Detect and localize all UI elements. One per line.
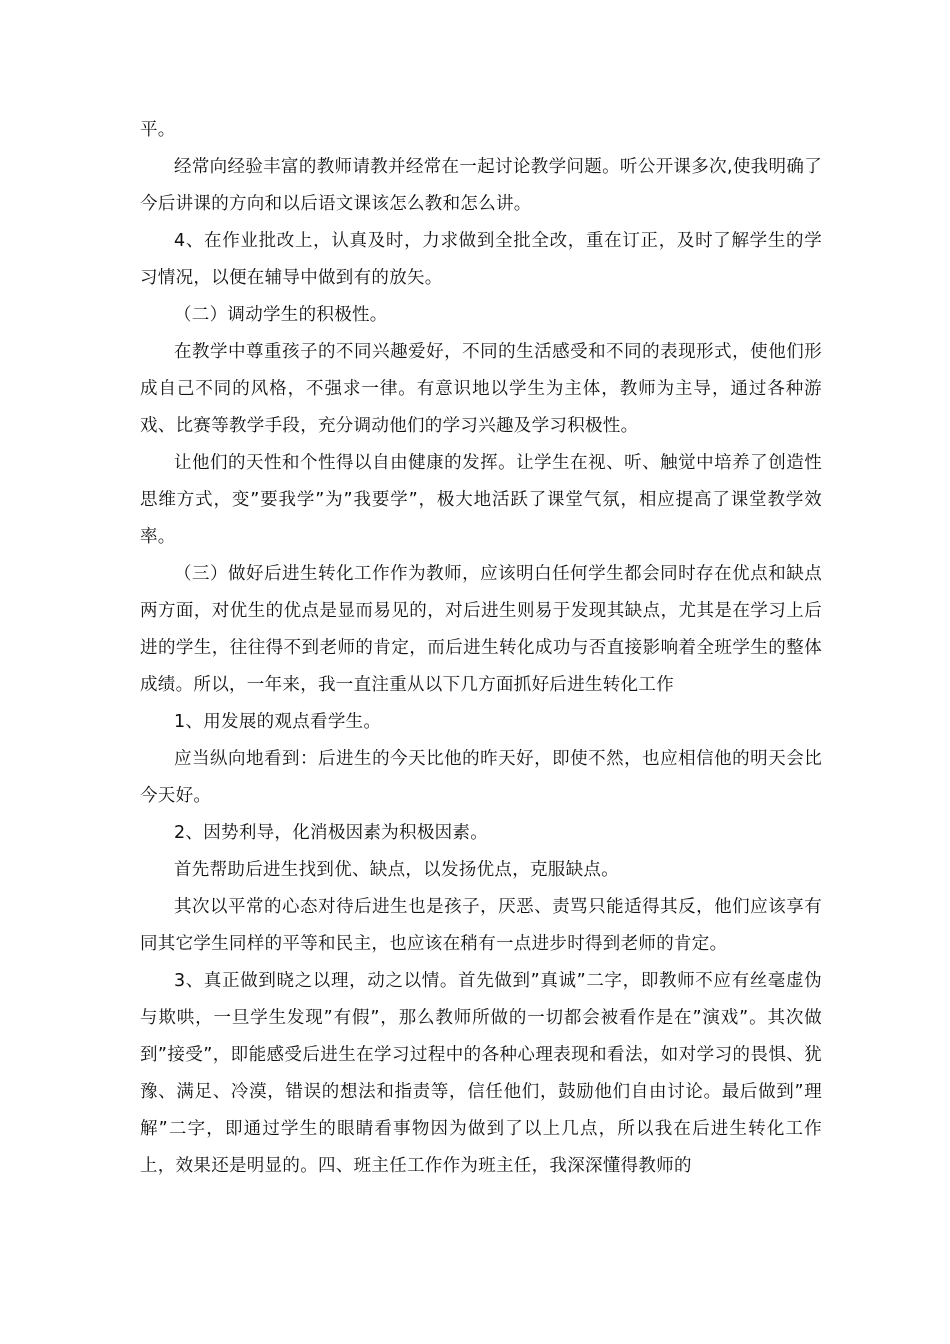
paragraph-homework-correction: 4、在作业批改上，认真及时，力求做到全批全改，重在订正，及时了解学生的学习情况，以便在辅导中做到有的放矢。 — [140, 231, 822, 288]
list-item-developmental-view: 1、用发展的观点看学生。 — [174, 712, 382, 732]
paragraph-underachiever-work: （三）做好后进生转化工作作为教师，应该明白任何学生都会同时存在优点和缺点两方面，对优生的优点是显而易见的，对后进生则易于发现其缺点，尤其是在学习上后进的学生，往往得不到老师的肯定，而后进生转化成功与否直接影响着全班学生的整体成绩。所以，一年来，我一直注重从以下几方面抓好后进生转化工作 — [140, 564, 822, 695]
section-heading-motivation: （二）调动学生的积极性。 — [174, 305, 388, 325]
paragraph-vertical-view: 应当纵向地看到：后进生的今天比他的昨天好，即使不然，也应相信他的明天会比今天好。 — [140, 749, 822, 806]
paragraph-continuation: 平。 — [140, 120, 176, 140]
list-item-reason-and-emotion: 3、真正做到晓之以理，动之以情。首先做到”真诚”二字，即教师不应有丝毫虚伪与欺哄，一旦学生发现”有假”，那么教师所做的一切都会被看作是在”演戏”。其次做到”接受”，即能感受后进生在学习过程中的各种心理表现和看法，如对学习的畏惧、犹豫、满足、冷漠，错误的想法和指责等，信任他们，鼓励他们自由讨论。最后做到”理解”二字，即通过学生的眼睛看事物因为做到了以上几点，所以我在后进生转化工作上，效果还是明显的。四、班主任工作作为班主任，我深深懂得教师的 — [140, 971, 822, 1176]
paragraph-equal-treatment: 其次以平常的心态对待后进生也是孩子，厌恶、责骂只能适得其反，他们应该享有同其它学生同样的平等和民主，也应该在稍有一点进步时得到老师的肯定。 — [140, 897, 822, 954]
list-item-guide-by-circumstance: 2、因势利导，化消极因素为积极因素。 — [174, 823, 489, 843]
document-body — [140, 112, 822, 1185]
paragraph-find-strengths: 首先帮助后进生找到优、缺点，以发扬优点，克服缺点。 — [174, 860, 619, 880]
paragraph-respect-interests: 在教学中尊重孩子的不同兴趣爱好，不同的生活感受和不同的表现形式，使他们形成自己不同的风格，不强求一律。有意识地以学生为主体，教师为主导，通过各种游戏、比赛等教学手段，充分调动他们的学习兴趣及学习积极性。 — [140, 342, 822, 436]
paragraph-free-development: 让他们的天性和个性得以自由健康的发挥。让学生在视、听、触觉中培养了创造性思维方式，变”要我学”为”我要学”，极大地活跃了课堂气氛，相应提高了课堂教学效率。 — [140, 453, 822, 547]
paragraph-consult-teachers: 经常向经验丰富的教师请教并经常在一起讨论教学问题。听公开课多次,使我明确了今后讲课的方向和以后语文课该怎么教和怎么讲。 — [140, 157, 822, 214]
